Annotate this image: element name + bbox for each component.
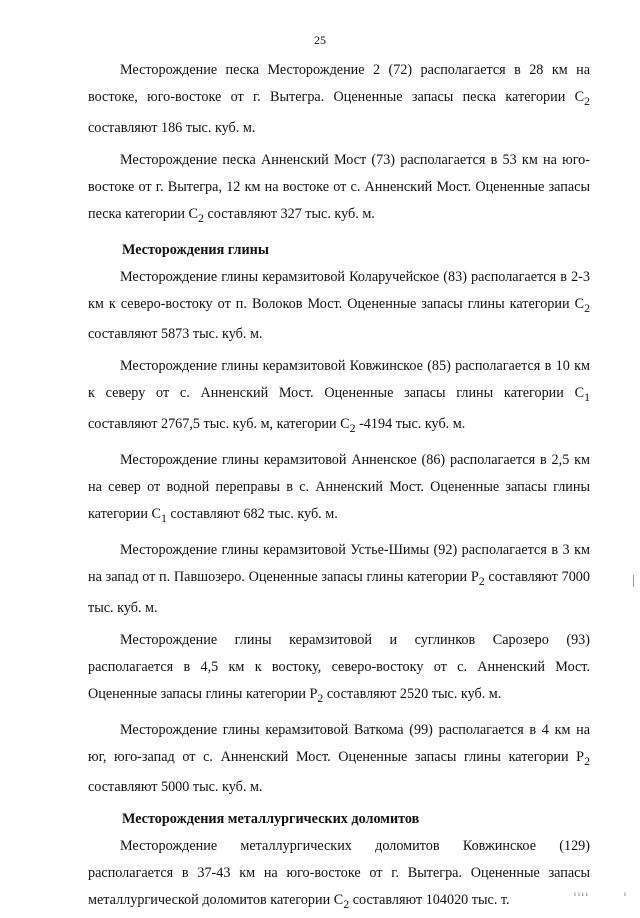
text-run: составляют 5000 тыс. куб. м.: [88, 779, 263, 796]
text-run: составляют 2767,5 тыс. куб. м, категории C: [88, 416, 350, 433]
text-run: Месторождение глины керамзитовой Анненское (86) располагается в 2,5 км на север от водной переправы в с. Анненский Мост. Оцененные запасы глины категории C: [88, 452, 590, 523]
paragraph: [88, 353, 590, 442]
subscript: 2: [343, 897, 350, 912]
paragraph: [88, 627, 590, 712]
text-run: составляют 5873 тыс. куб. м.: [88, 326, 263, 343]
paragraph: [88, 264, 590, 349]
subscript: 1: [160, 510, 167, 525]
paragraph: [88, 717, 590, 802]
text-run: Месторождение глины керамзитовой и суглинков Сарозеро (93) располагается в 4,5 км к востоку, северо-востоку от с. Анненский Мост. Оцененные запасы глины категории P: [88, 631, 590, 702]
subscript: 2: [584, 93, 590, 108]
subscript: 2: [478, 573, 485, 588]
text-run: Месторождение глины керамзитовой Ваткома (99) располагается в 4 км на юг, юго-запад от с. Анненский Мост. Оцененные запасы глины категории P: [88, 721, 590, 765]
paragraph: [88, 537, 590, 622]
subscript: 2: [349, 421, 356, 436]
scan-mark: ıııı: [574, 890, 590, 898]
text-run: составляют 7000 тыс. куб. м.: [88, 568, 590, 616]
page-number: 25: [314, 33, 326, 47]
text-run: Месторождение песка Месторождение 2 (72) располагается в 28 км на востоке, юго-востоке от г. Вытегра. Оцененные запасы песка категории C: [88, 62, 590, 105]
paragraph: [88, 447, 590, 532]
paragraph: [88, 147, 590, 232]
subscript: 2: [584, 753, 590, 768]
document-body: [88, 57, 590, 918]
section-heading: Месторождения глины: [122, 241, 269, 258]
margin-tick: [633, 575, 634, 587]
text-run: -4194 тыс. куб. м.: [355, 416, 466, 433]
text-run: Месторождение глины керамзитовой Устье-Шимы (92) располагается в 3 км на запад от п. Павшозеро. Оцененные запасы глины категории P: [88, 541, 590, 585]
text-run: Месторождение глины керамзитовой Коларучейское (83) располагается в 2-3 км к северо-востоку от п. Волоков Мост. Оцененные запасы глины категории C: [88, 268, 590, 312]
text-run: составляют 186 тыс. куб. м.: [88, 119, 256, 136]
section-heading: Месторождения металлургических доломитов: [122, 811, 420, 828]
text-run: составляют 327 тыс. куб. м.: [203, 205, 375, 222]
subscript: 1: [584, 390, 590, 405]
subscript: 2: [584, 300, 590, 315]
text-run: составляют 682 тыс. куб. м.: [166, 506, 338, 523]
text-run: Месторождение песка Анненский Мост (73) располагается в 53 км на юго-востоке от г. Вытегра, 12 км на востоке от с. Анненский Мост. Оцененные запасы песка категории C: [88, 151, 590, 222]
text-run: Месторождение глины керамзитовой Ковжинское (85) располагается в 10 км к северу от с. Анненский Мост. Оцененные запасы глины категории C: [88, 358, 590, 402]
text-run: составляют 2520 тыс. куб. м.: [323, 685, 502, 702]
text-run: Месторождение металлургических доломитов Ковжинское (129) располагается в 37-43 км на юго-востоке от г. Вытегра. Оцененные запасы металлургической доломитов категории C: [88, 838, 590, 909]
scan-mark-edge: ı: [624, 890, 626, 898]
paragraph: [88, 833, 590, 918]
subscript: 2: [198, 210, 204, 225]
text-run: составляют 104020 тыс. т.: [349, 892, 510, 909]
paragraph: [88, 57, 590, 142]
subscript: 2: [317, 690, 324, 705]
